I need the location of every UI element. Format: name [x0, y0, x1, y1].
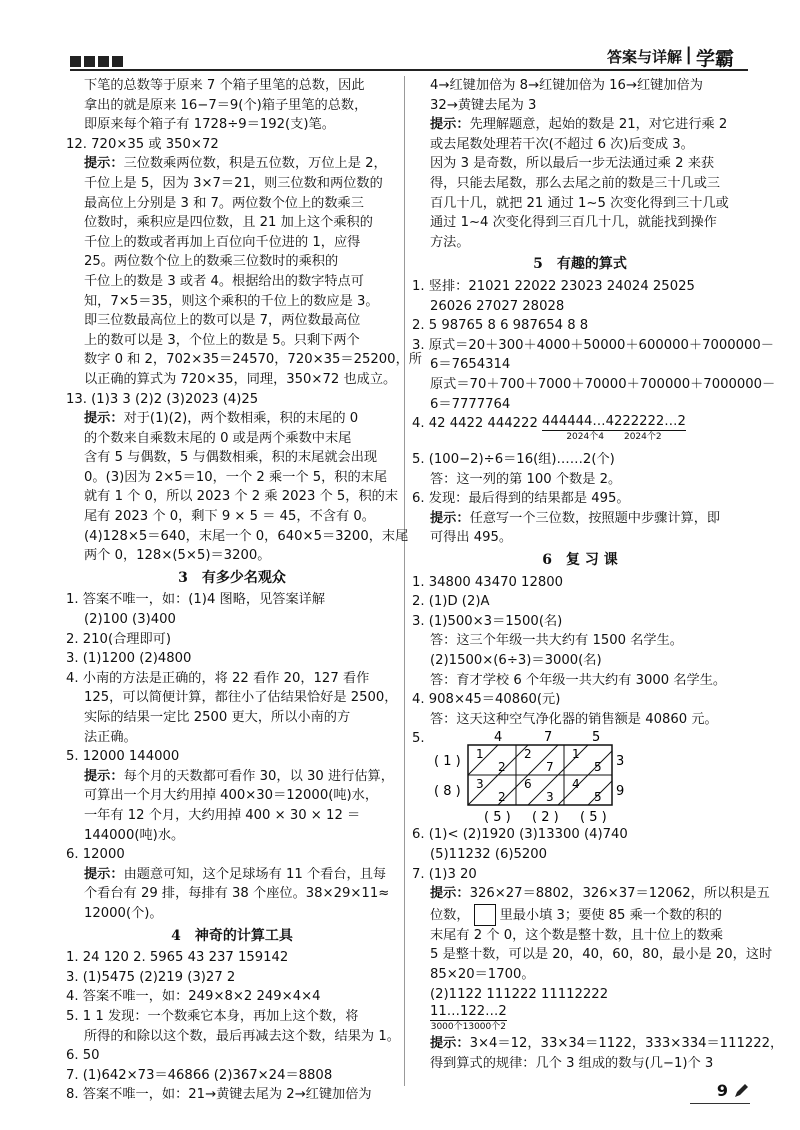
text-line: 提示：任意写一个三位数，按照题中步骤计算，即 [430, 510, 721, 526]
grid-diagonal [558, 751, 612, 805]
grid-left-digit: ( 8 ) [434, 784, 461, 800]
answer-item: 5. (100−2)÷6＝16(组)……2(个) [412, 452, 615, 468]
grid-right-digit: 9 [616, 784, 625, 800]
grid-cell-digit: 1 [572, 747, 580, 762]
text-line: (2)1500×(6÷3)＝3000(名) [430, 653, 602, 669]
answer-item: 1. 答案不唯一，如：(1)4 图略，见答案详解 [66, 592, 326, 608]
text-line: 即三位数最高位上的数可以是 7，两位数最高位 [84, 313, 361, 329]
grid-cell-digit: 3 [476, 777, 484, 792]
grid-cell-digit: 2 [498, 760, 506, 775]
text-line: 提示：由题意可知，这个足球场有 11 个看台，且每 [84, 866, 387, 882]
text-line: 原式＝70＋700＋7000＋70000＋700000＋7000000－ [430, 376, 776, 392]
text-line: 85×20＝1700。 [430, 966, 535, 982]
header-rule [70, 69, 748, 71]
text-line: 提示：三位数乘两位数，积是五位数，万位上是 2， [84, 156, 387, 172]
text-line: 上的数可以是 3，个位上的数是 5。只剩下两个 [84, 332, 360, 348]
text-line: 最高位上分别是 3 和 7。两位数个位上的数乘三 [84, 195, 364, 211]
text-line: 提示：326×27＝8802，326×37＝12062，所以积是五 [430, 886, 770, 902]
section-4-title: 4 神奇的计算工具 [171, 927, 293, 944]
answer-item: 4. 答案不唯一，如：249×8×2 249×4×4 [66, 989, 321, 1005]
text-line: 即原来每个箱子有 1728÷9＝192(支)笔。 [84, 117, 335, 133]
text-line: 千位上的数是 3 或者 4。根据给出的数字特点可 [84, 273, 364, 289]
answer-12: 12. 720×35 或 350×72 [66, 136, 219, 152]
text-line: 得，只能去尾数，那么去尾之前的数是三十几或三 [430, 175, 721, 191]
text-line: 6＝7654314 [430, 357, 511, 373]
grid-cell-digit: 4 [572, 777, 580, 792]
header-separator: | [685, 44, 692, 65]
page-number: 9 [716, 1081, 728, 1100]
underbrace-expression: 11…122…2 3000个13000个2 [430, 1004, 507, 1033]
text-line: 就有 1 个 0，所以 2023 个 2 乘 2023 个 5，积的末 [84, 489, 399, 505]
text-line: 个看台有 29 排，每排有 38 个座位。38×29×11≈ [84, 886, 390, 902]
text-line: 的个数来自乘数末尾的 0 或是两个乘数中末尾 [84, 430, 352, 446]
text-line: 0。(3)因为 2×5＝10，一个 2 乘一个 5，积的末尾 [84, 469, 388, 485]
text-line: 方法。 [430, 234, 470, 250]
answer-5-4: 4. 42 4422 444222 444444…4222222…2 2024个4 2024个2 [412, 414, 686, 443]
text-line: 千位上的数或者再加上百位向千位进的 1，应得 [84, 234, 361, 250]
answer-item: 4. 小南的方法是正确的，将 22 看作 20，127 看作 [66, 670, 370, 686]
text-line: 实际的结果一定比 2500 更大，所以小南的方 [84, 710, 351, 725]
answer-item: 6. 50 [66, 1048, 100, 1064]
header-title: 答案与详解 [606, 48, 682, 66]
text-line: 千位上是 5，因为 3×7＝21，则三位数和两位数的 [84, 175, 383, 191]
text-line: 百几十几，就把 21 通过 1~5 次变化得到三十几或 [430, 195, 729, 211]
grid-cell-digit: 5 [594, 790, 602, 805]
text-line: 提示：每个月的天数都可看作 30，以 30 进行估算， [84, 768, 394, 784]
blank-box [474, 904, 496, 926]
text-line: 法正确。 [84, 729, 137, 745]
text-line: 以正确的算式为 720×35，同理，350×72 也成立。 [84, 371, 397, 387]
section-3-title: 3 有多少名观众 [178, 569, 286, 586]
footer-rule [690, 1103, 750, 1104]
grid-cell-digit: 6 [524, 777, 532, 792]
grid-cell-digit: 3 [546, 790, 554, 805]
text-line: 数字 0 和 2，702×35＝24570，720×35＝25200，所 [84, 352, 422, 368]
column-divider [404, 76, 405, 1086]
text-line: 得到算式的规律：几个 3 组成的数与(几−1)个 3 [430, 1055, 714, 1071]
grid-bottom-digit: ( 5 ) [484, 810, 511, 826]
text-line: 可得出 495。 [430, 530, 513, 546]
answer-item: 1. 34800 43470 12800 [412, 574, 564, 590]
text-line: 144000(吨)水。 [84, 827, 185, 843]
text-line: 6＝7777764 [430, 396, 511, 412]
text-line: 125，可以简便计算，都往小了估结果恰好是 2500， [84, 690, 398, 706]
text-line: 末尾有 2 个 0，这个数是整十数，且十位上的数乘 [430, 927, 724, 943]
text-line: 4→红键加倍为 8→红键加倍为 16→红键加倍为 [430, 78, 703, 93]
text-line: 含有 5 与偶数，5 与偶数相乘，积的末尾就会出现 [84, 450, 378, 466]
text-line: 通过 1~4 次变化得到三百几十几，就能找到操作 [430, 215, 717, 231]
text-line: 或去尾数处理若干次(不超过 6 次)后变成 3。 [430, 136, 694, 152]
answer-item: 5. 1 1 发现：一个数乘它本身，再加上这个数，将 [66, 1008, 359, 1024]
lattice-grid-svg [430, 729, 660, 825]
answer-item: 1. 竖排：21021 22022 23023 24024 25025 [412, 278, 695, 294]
grid-cell-digit: 5 [594, 760, 602, 775]
text-line: 12000(个)。 [84, 905, 163, 921]
text-line: 所得的和除以这个数，最后再减去这个数，结果为 1。 [84, 1028, 400, 1044]
lattice-multiplication-grid [412, 729, 748, 826]
answer-item: 3. (1)1200 (2)4800 [66, 651, 192, 667]
section-5-title: 5 有趣的算式 [533, 256, 627, 273]
text-line: 两个 0，128×(5×5)＝3200。 [84, 548, 271, 564]
answer-13: 13. (1)3 3 (2)2 (3)2023 (4)25 [66, 391, 259, 407]
header-brand-logo: 学霸 [695, 48, 734, 70]
grid-bottom-digit: ( 5 ) [580, 810, 607, 826]
answer-item: 3. (1)500×3＝1500(名) [412, 613, 563, 629]
grid-top-digit: 5 [592, 730, 601, 746]
text-line: 答：这三个年级一共大约有 1500 名学生。 [430, 633, 683, 649]
answer-item: 6. 12000 [66, 847, 125, 863]
text-line: (5)11232 (6)5200 [430, 847, 548, 862]
right-column [412, 76, 784, 1073]
page-header [0, 42, 800, 72]
answer-item: 6. 发现：最后得到的结果都是 495。 [412, 491, 630, 507]
underbrace-expression: 444444…4222222…2 2024个4 2024个2 [542, 414, 686, 443]
answer-item: 4. 908×45＝40860(元) [412, 692, 561, 708]
answer-item: 2. 210(合理即可) [66, 631, 171, 647]
answer-item: 3. (1)5475 (2)219 (3)27 2 [66, 969, 236, 985]
text-line: 位数时，乘积应是四位数，且 21 加上这个乘积的 [84, 215, 373, 231]
text-line: 答：这天这种空气净化器的销售额是 40860 元。 [430, 711, 718, 727]
text-line: 26026 27027 28028 [430, 298, 565, 314]
text-line: 因为 3 是奇数，所以最后一步无法通过乘 2 来获 [430, 156, 715, 172]
text-line: (4)128×5＝640，末尾一个 0，640×5＝3200，末尾 [84, 528, 409, 544]
grid-top-digit: 7 [544, 730, 553, 746]
answer-item: 8. 答案不唯一，如：21→黄键去尾为 2→红键加倍为 [66, 1087, 372, 1103]
answer-item: 1. 24 120 2. 5965 43 237 159142 [66, 950, 289, 966]
grid-right-digit: 3 [616, 754, 625, 770]
answer-item: 2. 5 98765 8 6 987654 8 8 [412, 318, 589, 334]
text-line: 提示：先理解题意，起始的数是 21，对它进行乘 2 [430, 117, 728, 133]
grid-cell-digit: 1 [476, 747, 484, 762]
text-line: 拿出的就是原来 16−7＝9(个)箱子里笔的总数， [84, 97, 368, 113]
section-6-title: 6 复 习 课 [542, 552, 618, 569]
text-line: 知，7×5＝35，则这个乘积的千位上的数应是 3。 [84, 293, 379, 309]
left-column [66, 76, 422, 1105]
answer-item: 5. 12000 144000 [66, 749, 180, 765]
text-line: 32→黄键去尾为 3 [430, 97, 537, 113]
answer-item: 6. (1)< (2)1920 (3)13300 (4)740 [412, 827, 628, 843]
text-line-with-box: 位数， 里最小填 3；要使 85 乘一个数的积的 [412, 904, 748, 926]
text-line: 尾有 2023 个 0，剩下 9 × 5 ＝ 45，不含有 0。 [84, 509, 375, 525]
text-line: 一年有 12 个月，大约用掉 400 × 30 × 12 ＝ [84, 807, 361, 823]
grid-top-digit: 4 [494, 730, 503, 746]
text-line: 可算出一个月大约用掉 400×30＝12000(吨)水， [84, 788, 379, 804]
text-line: 提示：对于(1)(2)，两个数相乘，积的末尾的 0 [84, 411, 359, 427]
text-line: 答：这一列的第 100 个数是 2。 [430, 471, 622, 487]
answer-item: 7. (1)3 20 [412, 866, 477, 882]
answer-item: 7. (1)642×73＝46866 (2)367×24＝8808 [66, 1067, 333, 1083]
grid-cell-digit: 2 [524, 747, 532, 762]
underbrace-line [412, 1004, 748, 1034]
text-line: 答：育才学校 6 个年级一共大约有 3000 名学生。 [430, 672, 727, 688]
grid-bottom-digit: ( 2 ) [532, 810, 559, 826]
text-line: (2)1122 111222 11112222 [430, 986, 609, 1002]
grid-left-digit: ( 1 ) [434, 754, 461, 770]
text-line: 下笔的总数等于原来 7 个箱子里笔的总数，因此 [84, 78, 365, 93]
pencil-icon [732, 1082, 750, 1100]
answer-item: 2. (1)D (2)A [412, 594, 490, 610]
answer-item: 3. 原式＝20＋300＋4000＋50000＋600000＋7000000－ [412, 337, 774, 353]
grid-cell-digit: 7 [546, 760, 554, 775]
text-line: 提示：3×4＝12，33×34＝1122，333×334＝111222， [430, 1036, 784, 1052]
grid-cell-digit: 2 [498, 790, 506, 805]
answer-6-5-label: 5. [412, 731, 425, 747]
text-line: 5 是整十数，可以是 20，40，60，80，最小是 20，这时 [430, 947, 773, 963]
text-line: (2)100 (3)400 [84, 612, 176, 628]
text-line: 25。两位数个位上的数乘三位数时的乘积的 [84, 254, 339, 270]
